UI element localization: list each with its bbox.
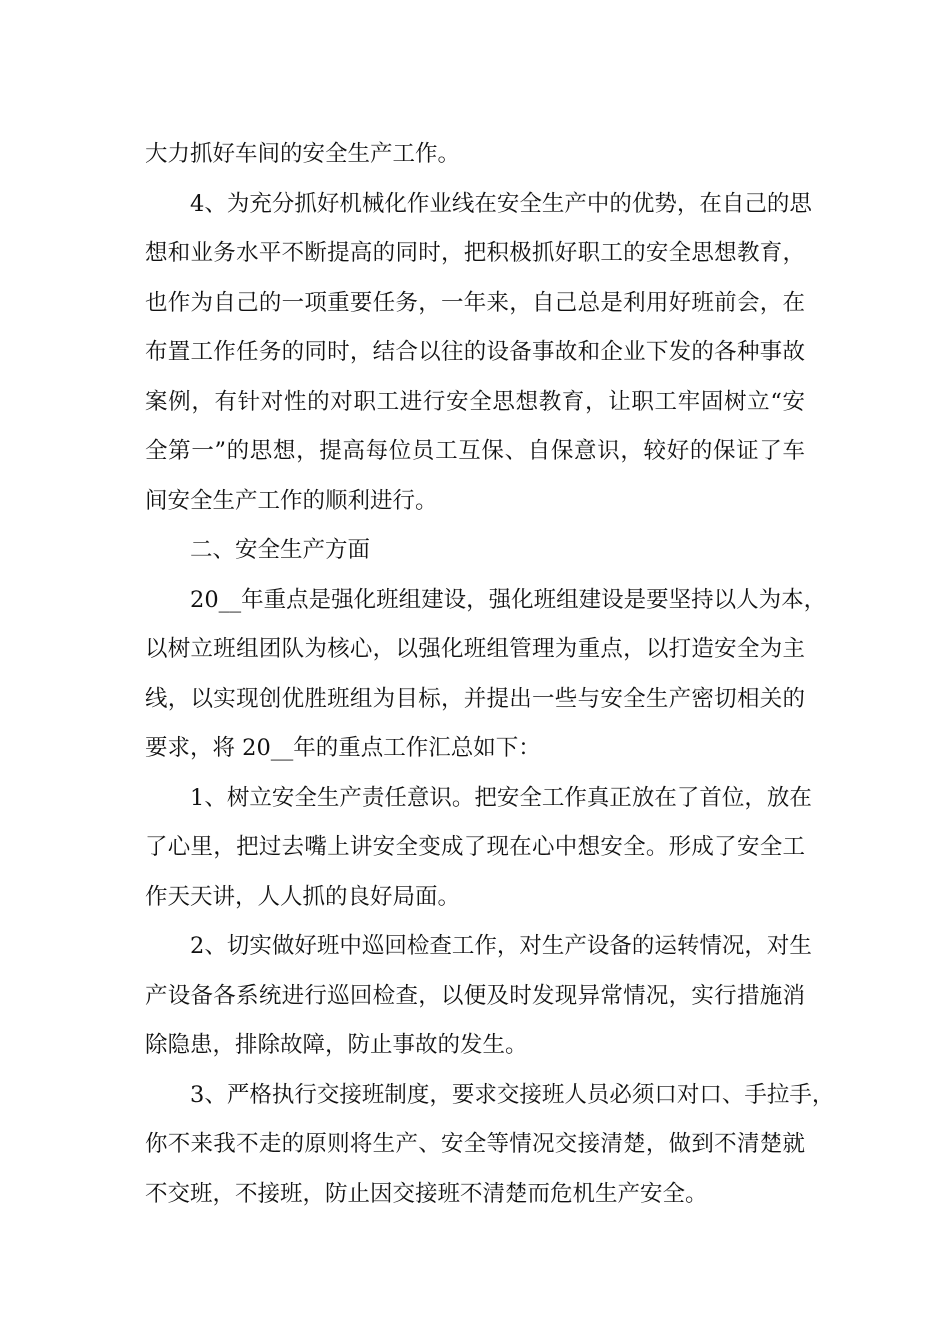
document-body (145, 130, 835, 1219)
paragraph-first-line: 3、严格执行交接班制度，要求交接班人员必须口对口、手拉手， (190, 1081, 835, 1108)
text-line: 全第一”的思想，提高每位员工互保、自保意识，较好的保证了车 (145, 438, 805, 464)
text-line: 产设备各系统进行巡回检查，以便及时发现异常情况，实行措施消 (145, 982, 805, 1009)
paragraph-first-line: 20__年重点是强化班组建设，强化班组建设是要坚持以人为本， (190, 586, 827, 613)
text-line: 间安全生产工作的顺利进行。 (145, 487, 438, 514)
paragraph-first-line: 2、切实做好班中巡回检查工作，对生产设备的运转情况，对生 (190, 933, 812, 959)
text-line: 了心里，把过去嘴上讲安全变成了现在心中想安全。形成了安全工 (145, 834, 805, 860)
paragraph-first-line: 1、树立安全生产责任意识。把安全工作真正放在了首位，放在 (190, 784, 812, 811)
text-line: 线，以实现创优胜班组为目标，并提出一些与安全生产密切相关的 (145, 685, 805, 712)
text-line: 作天天讲，人人抓的良好局面。 (145, 883, 461, 910)
text-line: 除隐患，排除故障，防止事故的发生。 (145, 1032, 528, 1058)
text-line: 不交班，不接班，防止因交接班不清楚而危机生产安全。 (145, 1180, 708, 1207)
text-line: 案例，有针对性的对职工进行安全思想教育，让职工牢固树立“安 (145, 388, 805, 415)
text-line: 以树立班组团队为核心，以强化班组管理为重点，以打造安全为主 (145, 636, 805, 662)
text-line: 要求，将 20__年的重点工作汇总如下： (145, 735, 541, 761)
paragraph-first-line: 4、为充分抓好机械化作业线在安全生产中的优势，在自己的思 (190, 190, 812, 217)
text-line: 布置工作任务的同时，结合以往的设备事故和企业下发的各种事故 (145, 339, 805, 365)
text-line: 你不来我不走的原则将生产、安全等情况交接清楚，做到不清楚就 (145, 1131, 805, 1157)
text-line: 大力抓好车间的安全生产工作。 (145, 141, 461, 167)
section-heading: 二、安全生产方面 (190, 537, 371, 563)
text-line: 也作为自己的一项重要任务，一年来，自己总是利用好班前会，在 (145, 289, 805, 316)
text-line: 想和业务水平不断提高的同时，把积极抓好职工的安全思想教育， (145, 240, 805, 266)
